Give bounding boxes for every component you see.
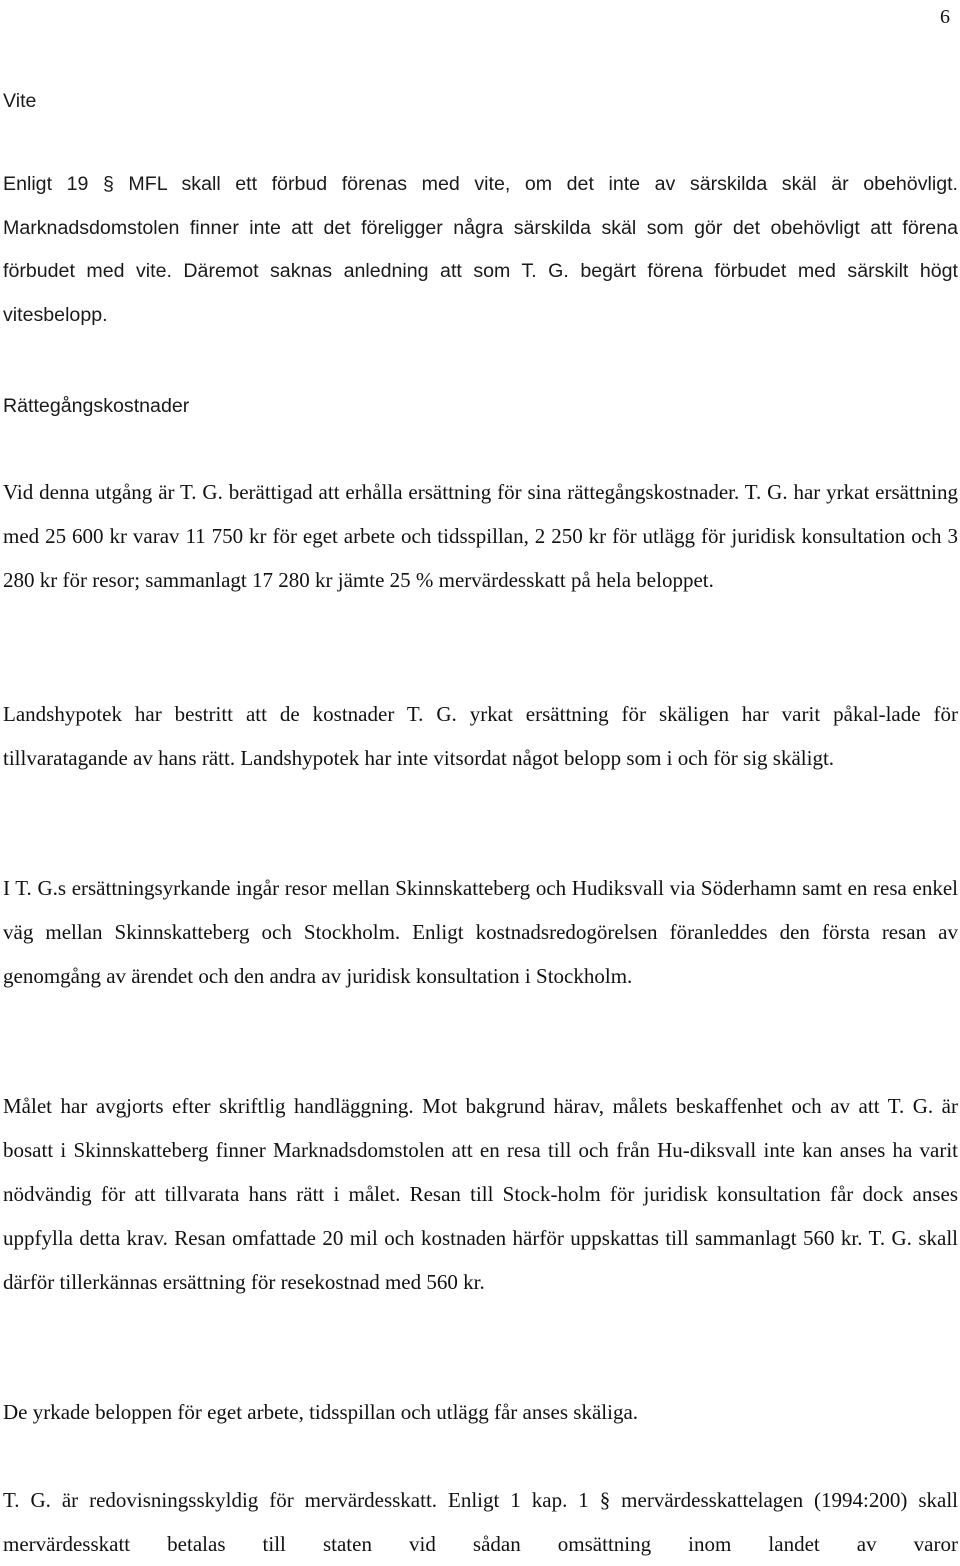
section-heading-rattegangskostnader: Rättegångskostnader	[3, 395, 190, 417]
paragraph-vite: Enligt 19 § MFL skall ett förbud förenas med vite, om det inte av särskilda skäl är obehövligt. Marknadsdomstolen finner inte att det föreligger några särskilda skäl som gör det obehövligt att förena förbudet med vite. Däremot saknas anledning att som T. G. begärt förena förbudet med särskilt högt vitesbelopp.	[3, 173, 958, 326]
section-heading-vite: Vite	[3, 90, 37, 112]
paragraph-skaliga: De yrkade beloppen för eget arbete, tidsspillan och utlägg får anses skäliga.	[3, 1400, 639, 1424]
paragraph-landshypotek: Landshypotek har bestritt att de kostnader T. G. yrkat ersättning för skäligen har varit påkal-lade för tillvaratagande av hans rätt. Landshypotek har inte vitsordat något belopp som i och för sig skäligt.	[3, 702, 958, 770]
page-number: 6	[940, 6, 950, 28]
paragraph-handlaggning: Målet har avgjorts efter skriftlig handläggning. Mot bakgrund härav, målets beskaffenhet och av att T. G. är bosatt i Skinnskatteberg finner Marknadsdomstolen att en resa till och från Hu-diksvall inte kan anses ha varit nödvändig för att tillvarata hans rätt i målet. Resan till Stock-holm för juridisk konsultation får dock anses uppfylla detta krav. Resan omfattade 20 mil och kostnaden härför uppskattas till sammanlagt 560 kr. T. G. skall därför tillerkännas ersättning för resekostnad med 560 kr.	[3, 1094, 958, 1294]
paragraph-resor: I T. G.s ersättningsyrkande ingår resor mellan Skinnskatteberg och Hudiksvall via Söderhamn samt en resa enkel väg mellan Skinnskatteberg och Stockholm. Enligt kostnadsredogörelsen föranleddes den första resan av genomgång av ärendet och den andra av juridisk konsultation i Stockholm.	[3, 876, 958, 988]
paragraph-mervardesskatt: T. G. är redovisningsskyldig för mervärdesskatt. Enligt 1 kap. 1 § mervärdesskattelagen (1994:200) skall mervärdesskatt betalas till staten vid sådan omsättning inom landet av varor	[3, 1488, 958, 1556]
paragraph-ersattning: Vid denna utgång är T. G. berättigad att erhålla ersättning för sina rättegångskostnader. T. G. har yrkat ersättning med 25 600 kr varav 11 750 kr för eget arbete och tidsspillan, 2 250 kr för utlägg för juridisk konsultation och 3 280 kr för resor; sammanlagt 17 280 kr jämte 25 % mervärdesskatt på hela beloppet.	[3, 480, 958, 592]
